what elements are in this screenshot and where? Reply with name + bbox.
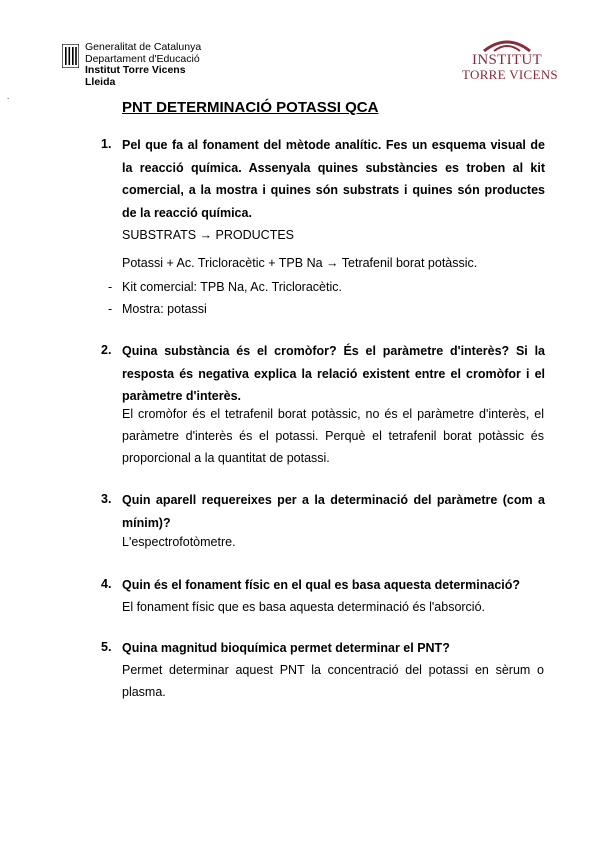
reaction-line: Potassi + Ac. Tricloracètic + TPB Na → Tetrafenil borat potàssic.: [122, 256, 478, 270]
stray-mark: .: [7, 92, 10, 101]
question-text: Quina substància és el cromòfor? És el paràmetre d'interès? Si la resposta és negativa explica la relació existent entre el cromòfor i el paràmetre d'interès.: [122, 344, 545, 403]
institution-line: Generalitat de Catalunya: [85, 41, 202, 53]
institution-line: Departament d'Educació: [85, 52, 200, 65]
answer-text: Permet determinar aquest PNT la concentració del potassi en sèrum o plasma.: [122, 663, 544, 699]
question-number: 5.: [101, 640, 112, 654]
question-text: Quin aparell requereixes per a la determinació del paràmetre (com a mínim)?: [122, 493, 545, 530]
logo-line-torre-vicens: TORRE VICENS: [462, 67, 558, 82]
question-text: Pel que fa al fonament del mètode analític. Fes un esquema visual de la reacció química. Assenyala quines substàncies es troben al kit comercial, a la mostra i quines són substrats i quines són productes de la reacció química.: [122, 138, 545, 220]
answer-text: El fonament físic que es basa aquesta determinació és l'absorció.: [122, 600, 486, 614]
question-number: 3.: [101, 492, 112, 506]
school-line: Lleida: [85, 75, 116, 88]
page-title: PNT DETERMINACIÓ POTASSI QCA: [122, 99, 379, 116]
generalitat-logo-icon: [62, 44, 79, 68]
scheme-line: SUBSTRATS → PRODUCTES: [122, 228, 295, 242]
list-item: - Kit comercial: TPB Na, Ac. Tricloracètic.: [108, 280, 342, 294]
answer-text: El cromòfor és el tetrafenil borat potàssic, no és el paràmetre d'interès, el paràmetre d'interès és el potassi. Perquè el tetrafenil borat potàssic és proporcional a la quantitat de potassi.: [122, 407, 544, 465]
school-line: Institut Torre Vicens: [85, 64, 186, 76]
question-number: 1.: [101, 137, 112, 151]
list-item-text: Mostra: potassi: [122, 302, 207, 316]
institution-text: [85, 42, 201, 88]
question-text: Quin és el fonament físic en el qual es basa aquesta determinació?: [122, 578, 521, 592]
institut-torre-vicens-logo: [462, 37, 558, 82]
question-text: Quina magnitud bioquímica permet determinar el PNT?: [122, 641, 450, 655]
logo-line-institut: INSTITUT: [472, 52, 542, 68]
answer-text: L'espectrofotòmetre.: [122, 535, 236, 549]
list-item-text: Kit comercial: TPB Na, Ac. Tricloracètic.: [122, 280, 342, 294]
question-number: 4.: [101, 577, 112, 591]
institution-header: [62, 42, 201, 88]
question-number: 2.: [101, 343, 112, 357]
institut-logo-icon: [482, 37, 532, 53]
list-item: - Mostra: potassi: [108, 302, 207, 316]
